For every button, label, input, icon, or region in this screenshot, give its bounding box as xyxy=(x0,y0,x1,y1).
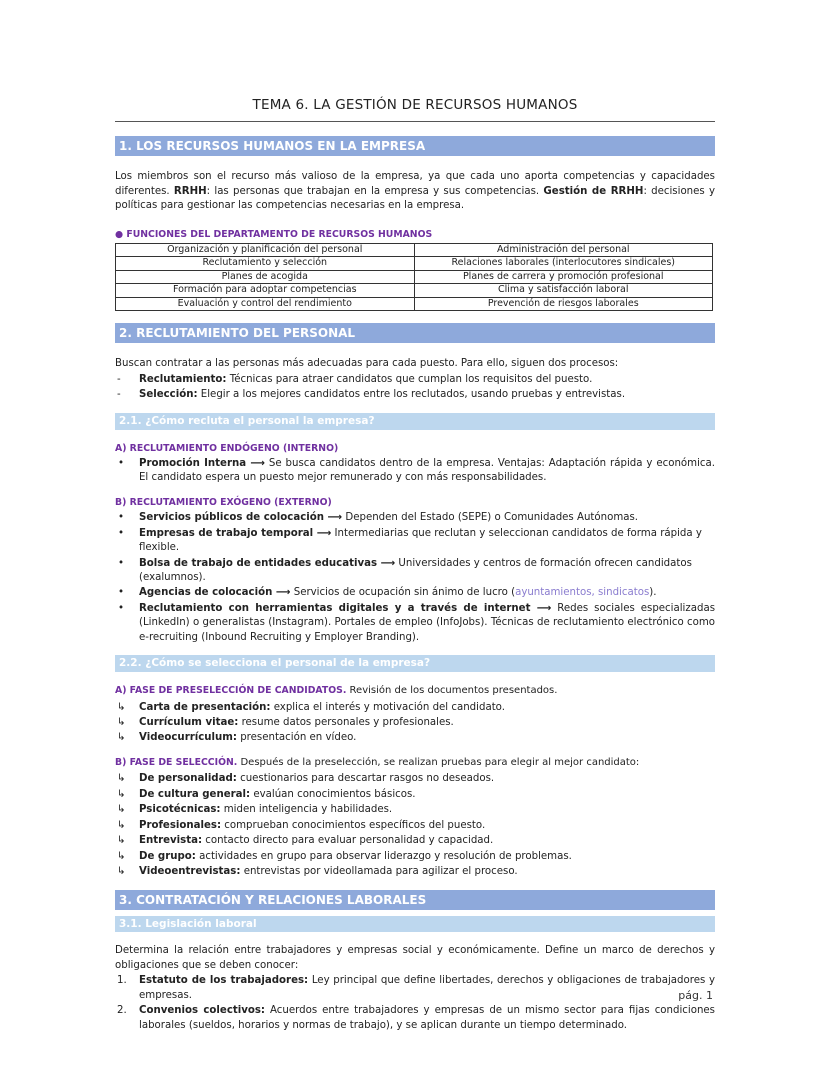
list-item xyxy=(115,788,715,802)
item-term: De grupo: xyxy=(139,850,196,862)
item-term: De cultura general: xyxy=(139,788,251,800)
item-text: Se busca candidatos dentro de la empresa. Ventajas: Adaptación rápida y económica. El candidato espera un puesto mejor remunerado y con más responsabilidades. xyxy=(139,457,715,484)
table-row xyxy=(116,284,713,298)
item-term: Convenios colectivos: xyxy=(139,1005,266,1017)
dash-marker: - xyxy=(117,389,121,401)
item-term: Empresas de trabajo temporal ⟶ xyxy=(139,527,332,539)
preselection-label: A) FASE DE PRESELECCIÓN DE CANDIDATOS. xyxy=(115,685,347,697)
item-text: cuestionarios para descartar rasgos no deseados. xyxy=(236,773,495,785)
item-text: evalúan conocimientos básicos. xyxy=(250,788,416,800)
table-cell: Administración del personal xyxy=(414,243,713,257)
arrow-marker: ↳ xyxy=(117,804,126,816)
list-item xyxy=(115,701,715,715)
item-text: Acuerdos entre trabajadores y empresas de un mismo sector para fijas condiciones laborales (sueldos, horarios y normas de trabajo), y se aplican durante un tiempo determinado. xyxy=(139,1005,715,1031)
section-heading-3: 3. CONTRATACIÓN Y RELACIONES LABORALES xyxy=(115,890,715,910)
list-item xyxy=(115,834,715,848)
section-3-intro: Determina la relación entre trabajadores y empresas social y económicamente. Define un marco de derechos y obligaciones que se deben conocer: xyxy=(115,945,715,971)
table-cell: Organización y planificación del personal xyxy=(116,243,415,257)
item-term: De personalidad: xyxy=(139,773,237,785)
item-term: Videocurrículum: xyxy=(139,732,237,744)
item-term: Carta de presentación: xyxy=(139,701,271,713)
subsection-heading-2-1: 2.1. ¿Cómo recluta el personal la empresa? xyxy=(115,413,715,430)
table-cell: Evaluación y control del rendimiento xyxy=(116,297,415,311)
item-term: Psicotécnicas: xyxy=(139,804,221,816)
table-row xyxy=(116,270,713,284)
item-term: Entrevista: xyxy=(139,835,203,847)
item-number: 2. xyxy=(117,1005,127,1017)
list-item xyxy=(115,716,715,730)
item-text: Redes sociales especializadas (LinkedIn) o generalistas (Instagram). Portales de empleo (InfoJobs). Técnicas de reclutamiento electrónico como e-recruiting (Inbound Recruiting y Employer Branding). xyxy=(139,602,715,643)
item-text: entrevistas por videollamada para agilizar el proceso. xyxy=(240,866,518,878)
rrhh-term: RRHH xyxy=(173,185,207,197)
endogenous-list xyxy=(115,457,715,486)
ayuntamientos-link[interactable]: ayuntamientos, sindicatos xyxy=(515,587,650,599)
dash-marker: - xyxy=(117,373,121,385)
selection-desc: Después de la preselección, se realizan pruebas para elegir al mejor candidato: xyxy=(237,756,640,768)
table-cell: Prevención de riesgos laborales xyxy=(414,297,713,311)
item-text: Servicios de ocupación sin ánimo de lucro ( xyxy=(290,587,516,599)
item-text: Técnicas para atraer candidatos que cumplan los requisitos del puesto. xyxy=(226,373,593,385)
table-cell: Reclutamiento y selección xyxy=(116,257,415,271)
list-item xyxy=(115,865,715,879)
legislation-list xyxy=(115,974,715,1033)
item-text: actividades en grupo para observar liderazgo y resolución de problemas. xyxy=(195,850,572,862)
item-text: Elegir a los mejores candidatos entre los reclutados, usando pruebas y entrevistas. xyxy=(197,389,626,401)
table-cell: Clima y satisfacción laboral xyxy=(414,284,713,298)
item-text: miden inteligencia y habilidades. xyxy=(220,804,393,816)
selection-title xyxy=(115,756,715,770)
section-heading-1: 1. LOS RECURSOS HUMANOS EN LA EMPRESA xyxy=(115,136,715,156)
item-term: Videoentrevistas: xyxy=(139,866,241,878)
section-2-intro: Buscan contratar a las personas más adecuadas para cada puesto. Para ello, siguen dos procesos: xyxy=(115,358,619,370)
table-cell: Planes de carrera y promoción profesional xyxy=(414,270,713,284)
item-term: Profesionales: xyxy=(139,819,222,831)
item-term: Promoción Interna ⟶ xyxy=(139,457,265,469)
item-text: comprueban conocimientos específicos del puesto. xyxy=(221,819,486,831)
page-title: TEMA 6. LA GESTIÓN DE RECURSOS HUMANOS xyxy=(115,96,715,122)
item-term: Currículum vitae: xyxy=(139,717,239,728)
item-text: contacto directo para evaluar personalidad y capacidad. xyxy=(202,835,494,847)
item-text: explica el interés y motivación del candidato. xyxy=(270,701,505,713)
arrow-marker: ↳ xyxy=(117,835,126,847)
table-row xyxy=(116,257,713,271)
arrow-marker: ↳ xyxy=(117,788,126,800)
item-term: Selección: xyxy=(139,389,198,401)
item-text: Ley principal que define libertades, derechos y obligaciones de trabajadores y empresas. xyxy=(139,975,715,1001)
item-term: Estatuto de los trabajadores: xyxy=(139,975,309,987)
item-text: Dependen del Estado (SEPE) o Comunidades Autónomas. xyxy=(342,512,639,524)
item-text: resume datos personales y profesionales. xyxy=(238,717,454,728)
list-item xyxy=(115,850,715,864)
list-item xyxy=(115,511,715,525)
table-cell: Formación para adoptar competencias xyxy=(116,284,415,298)
preselection-title xyxy=(115,684,715,698)
item-term: Bolsa de trabajo de entidades educativas ⟶ xyxy=(139,557,396,569)
exogenous-title: B) RECLUTAMIENTO EXÓGENO (EXTERNO) xyxy=(115,496,332,508)
process-list xyxy=(115,373,715,403)
list-item xyxy=(115,373,715,387)
preselection-desc: Revisión de los documentos presentados. xyxy=(346,685,558,697)
item-term: Servicios públicos de colocación ⟶ xyxy=(139,512,343,524)
arrow-marker: ↳ xyxy=(117,732,126,744)
item-text: Intermediarias que reclutan y seleccionan candidatos de forma rápida y flexible. xyxy=(139,527,702,554)
item-text: presentación en vídeo. xyxy=(236,732,357,744)
item-term: Reclutamiento: xyxy=(139,373,227,385)
list-item xyxy=(115,527,715,556)
preselection-list xyxy=(115,701,715,746)
list-item xyxy=(115,557,715,586)
subsection-heading-2-2: 2.2. ¿Cómo se selecciona el personal de la empresa? xyxy=(115,655,715,672)
list-item xyxy=(115,1004,715,1033)
section-heading-2: 2. RECLUTAMIENTO DEL PERSONAL xyxy=(115,323,715,343)
arrow-marker: ↳ xyxy=(117,819,126,831)
selection-list xyxy=(115,772,715,879)
table-row xyxy=(116,243,713,257)
arrow-marker: ↳ xyxy=(117,701,126,713)
gestion-term: Gestión de RRHH xyxy=(543,185,644,197)
item-term: Agencias de colocación ⟶ xyxy=(139,587,291,599)
exogenous-list xyxy=(115,511,715,645)
gestion-definition: : decisiones y políticas para gestionar las competencias necesarias en la empresa. xyxy=(115,185,715,212)
selection-label: B) FASE DE SELECCIÓN. xyxy=(115,756,238,768)
list-item xyxy=(115,772,715,786)
list-item xyxy=(115,586,715,600)
item-text-end: ). xyxy=(649,587,657,599)
table-row xyxy=(116,297,713,311)
item-text: Universidades y centros de formación ofrecen candidatos (exalumnos). xyxy=(139,557,692,583)
page-number: pág. 1 xyxy=(678,989,713,1002)
document-content xyxy=(115,96,715,1043)
item-number: 1. xyxy=(117,975,127,987)
rrhh-definition: : las personas que trabajan en la empresa y sus competencias. xyxy=(206,185,540,197)
item-term: Reclutamiento con herramientas digitales y a través de internet ⟶ xyxy=(139,602,552,614)
table-cell: Planes de acogida xyxy=(116,270,415,284)
list-item xyxy=(115,803,715,817)
arrow-marker: ↳ xyxy=(117,850,126,862)
functions-table xyxy=(115,243,713,312)
table-cell: Relaciones laborales (interlocutores sindicales) xyxy=(414,257,713,271)
arrow-marker: ↳ xyxy=(117,773,126,785)
list-item xyxy=(115,819,715,833)
functions-title: ● FUNCIONES DEL DEPARTAMENTO DE RECURSOS HUMANOS xyxy=(115,228,433,240)
list-item xyxy=(115,731,715,745)
list-item xyxy=(115,602,715,645)
subsection-heading-3-1: 3.1. Legislación laboral xyxy=(115,916,715,933)
arrow-marker: ↳ xyxy=(117,866,126,878)
section-1-intro xyxy=(115,170,715,213)
list-item xyxy=(115,457,715,486)
list-item xyxy=(115,388,715,402)
arrow-marker: ↳ xyxy=(117,717,126,728)
list-item xyxy=(115,974,715,1003)
intro-sentence: Los miembros son el recurso más valioso de la empresa, ya que cada uno aporta competencias y capacidades diferentes. xyxy=(115,171,715,197)
endogenous-title: A) RECLUTAMIENTO ENDÓGENO (INTERNO) xyxy=(115,442,339,454)
